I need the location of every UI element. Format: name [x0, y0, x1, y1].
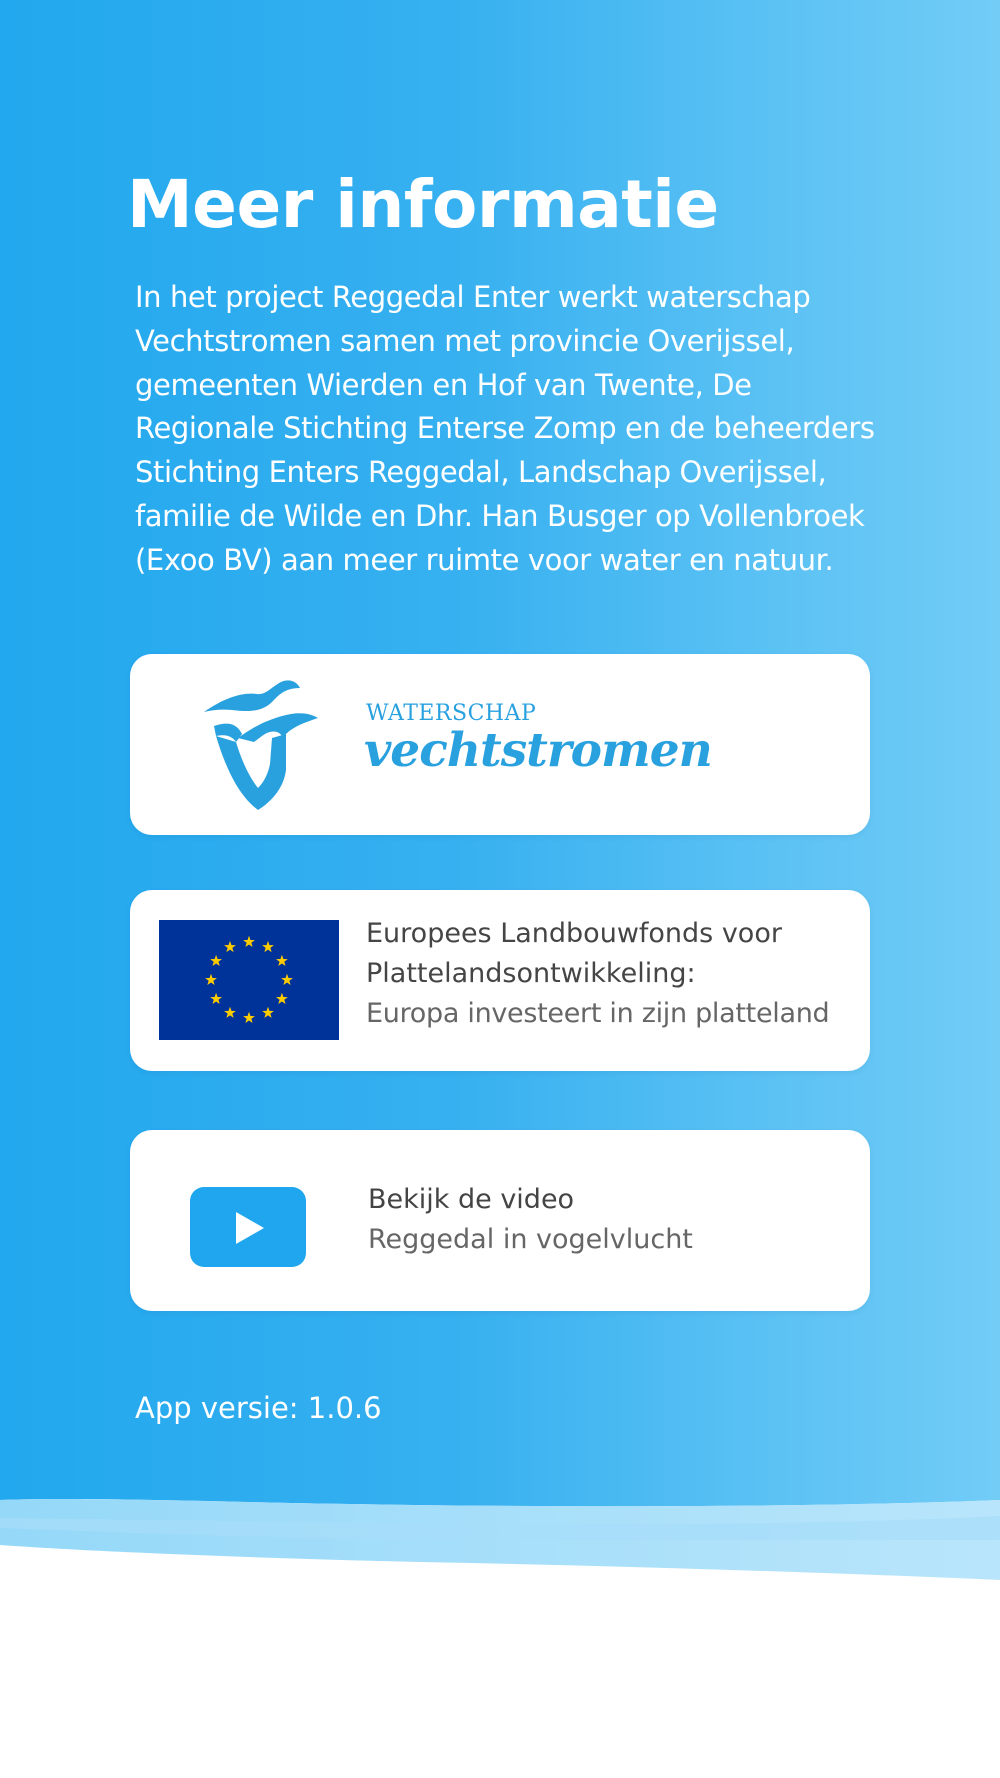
eu-fund-line1: Europees Landbouwfonds voor: [366, 918, 782, 949]
play-icon: [234, 1211, 266, 1245]
eu-fund-line3: Europa investeert in zijn platteland: [366, 998, 830, 1029]
video-card[interactable]: [130, 1130, 870, 1311]
vechtstromen-label: WATERSCHAP: [366, 701, 537, 726]
eu-flag-icon: [159, 920, 339, 1040]
play-button[interactable]: [190, 1187, 306, 1267]
eu-fund-line2: Plattelandsontwikkeling:: [366, 958, 696, 989]
app-version-label: App versie:: [135, 1391, 299, 1425]
eu-fund-text: [366, 914, 856, 1034]
vechtstromen-name: vechtstromen: [364, 723, 712, 778]
video-text: [368, 1180, 693, 1260]
video-title: Bekijk de video: [368, 1184, 575, 1215]
intro-text: In het project Reggedal Enter werkt waterschap Vechtstromen samen met provincie Overijssel, gemeenten Wierden en Hof van Twente, De Regionale Stichting Enterse Zomp en de beheerders Stichting Enters Reggedal, Landschap Overijssel, familie de Wilde en Dhr. Han Busger op Vollenbroek (Exoo BV) aan meer ruimte voor water en natuur.: [135, 280, 875, 577]
app-version-value: 1.0.6: [307, 1391, 382, 1425]
vechtstromen-card[interactable]: [130, 654, 870, 835]
eu-fund-card[interactable]: [130, 890, 870, 1071]
video-subtitle: Reggedal in vogelvlucht: [368, 1224, 693, 1255]
vechtstromen-logo-icon: [202, 678, 322, 812]
page-title: Meer informatie: [127, 166, 719, 243]
app-version: [135, 1391, 382, 1425]
